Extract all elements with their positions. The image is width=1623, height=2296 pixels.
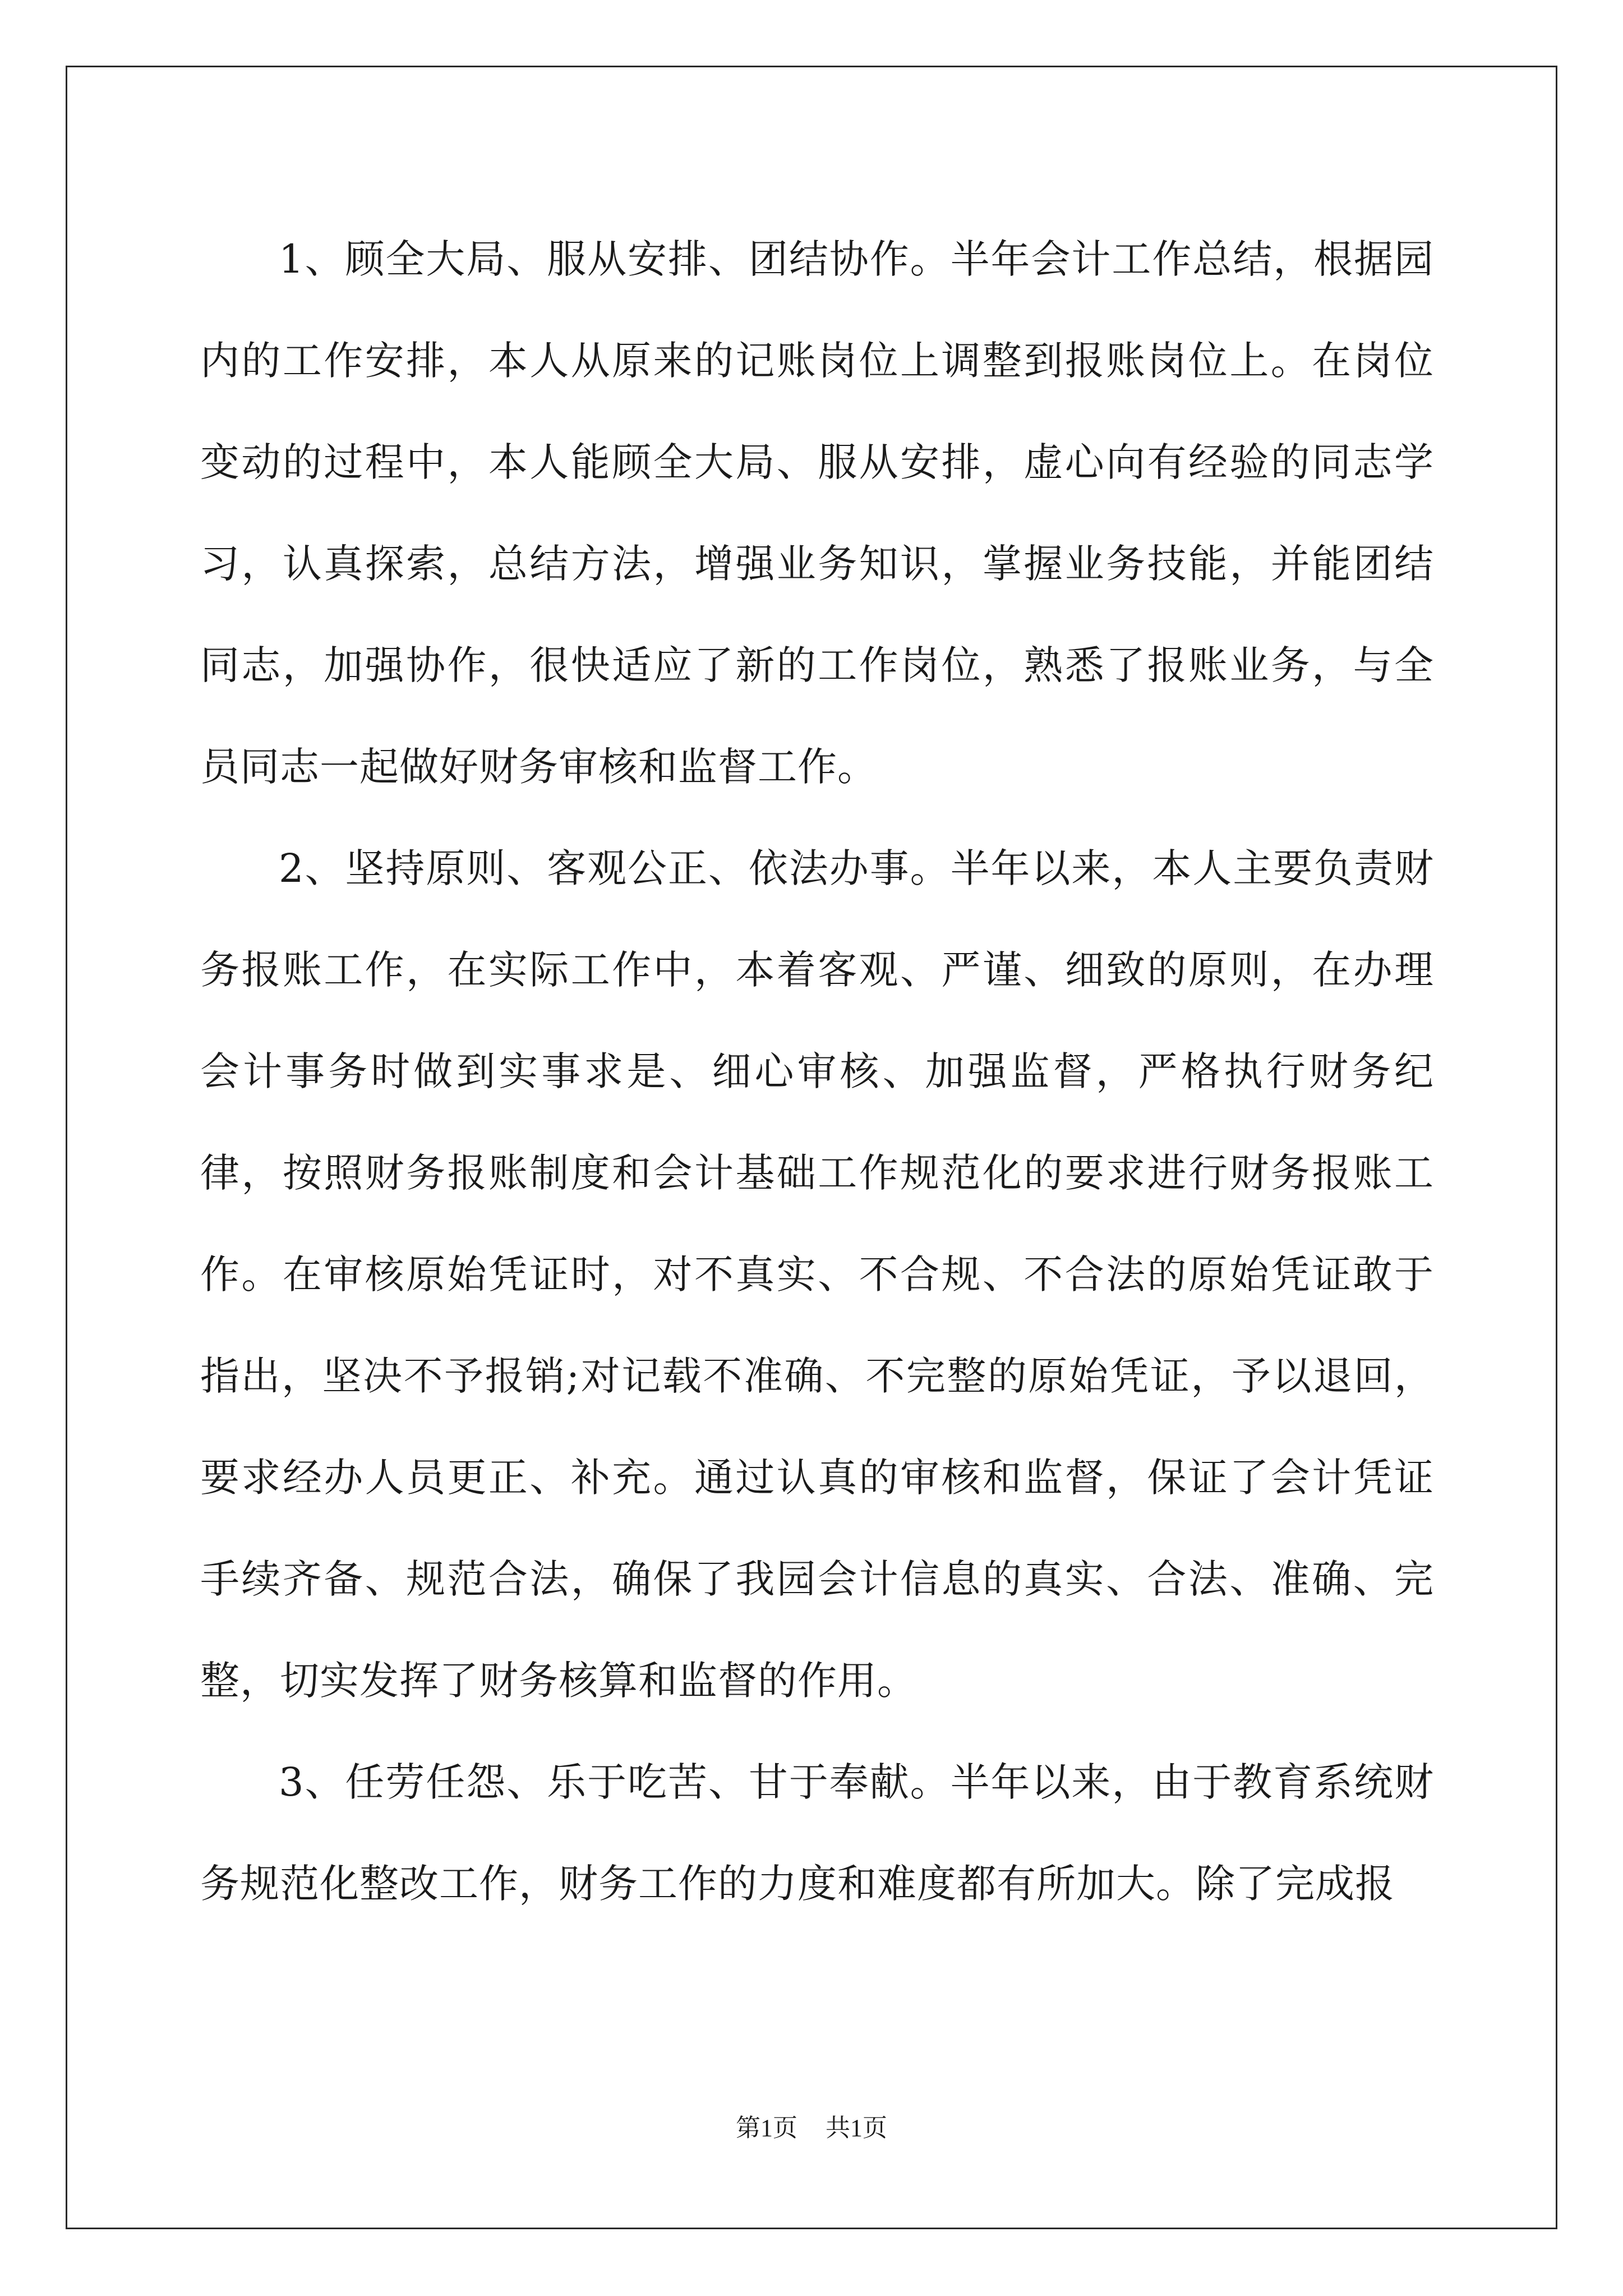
page-total: 共1页 <box>826 2114 887 2142</box>
paragraph-2: 2、坚持原则、客观公正、依法办事。半年以来，本人主要负责财务报账工作，在实际工作中，本着客观、严谨、细致的原则，在办理会计事务时做到实事求是、细心审核、加强监督，严格执行财务纪律，按照财务报账制度和会计基础工作规范化的要求进行财务报账工作。在审核原始凭证时，对不真实、不合规、不合法的原始凭证敢于指出，坚决不予报销;对记载不准确、不完整的原始凭证，予以退回，要求经办人员更正、补充。通过认真的审核和监督，保证了会计凭证手续齐备、规范合法，确保了我园会计信息的真实、合法、准确、完整，切实发挥了财务核算和监督的作用。 <box>200 845 1434 1704</box>
page-number: 第1页 <box>736 2114 797 2142</box>
document-body <box>200 209 1434 1935</box>
paragraph-1: 1、顾全大局、服从安排、团结协作。半年会计工作总结，根据园内的工作安排，本人从原来的记账岗位上调整到报账岗位上。在岗位变动的过程中，本人能顾全大局、服从安排，虚心向有经验的同志学习，认真探索，总结方法，增强业务知识，掌握业务技能，并能团结同志，加强协作，很快适应了新的工作岗位，熟悉了报账业务，与全员同志一起做好财务审核和监督工作。 <box>200 236 1434 790</box>
paragraph-3: 3、任劳任怨、乐于吃苦、甘于奉献。半年以来，由于教育系统财务规范化整改工作，财务工作的力度和难度都有所加大。除了完成报 <box>200 1759 1434 1907</box>
page-footer <box>0 2111 1623 2145</box>
